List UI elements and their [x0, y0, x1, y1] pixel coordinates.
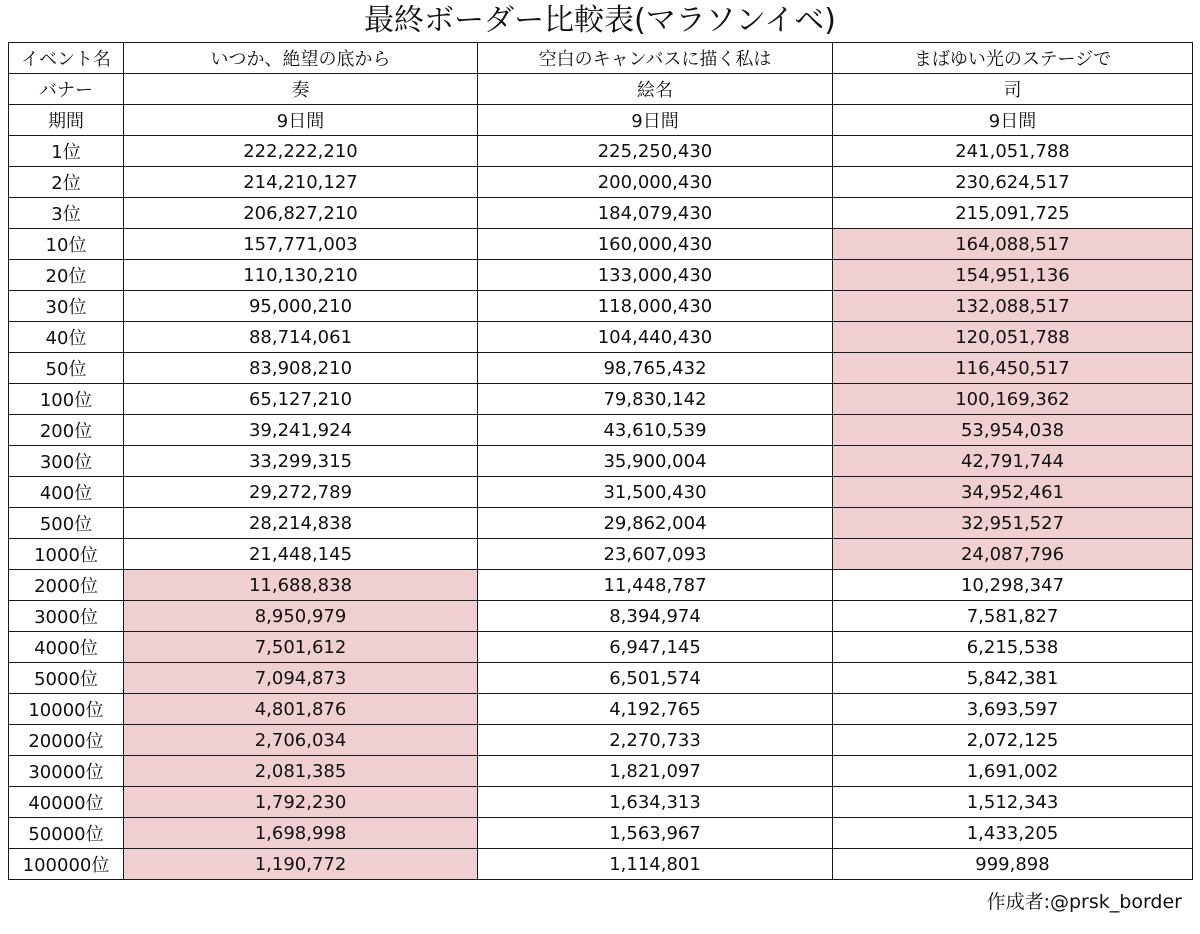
rank-label: 1000位: [9, 539, 124, 570]
table-row: [9, 198, 1193, 229]
rank-label: 20位: [9, 260, 124, 291]
value-cell: 118,000,430: [478, 291, 833, 322]
table-row: [9, 136, 1193, 167]
table-row: [9, 167, 1193, 198]
value-cell: 4,192,765: [478, 694, 833, 725]
table-row: [9, 725, 1193, 756]
header-cell: 空白のキャンバスに描く私は: [478, 43, 833, 74]
value-cell: 35,900,004: [478, 446, 833, 477]
value-cell: 10,298,347: [833, 570, 1193, 601]
value-cell: 7,094,873: [124, 663, 478, 694]
value-cell: 164,088,517: [833, 229, 1193, 260]
table-body: [9, 43, 1193, 880]
rank-label: 100位: [9, 384, 124, 415]
header-cell: いつか、絶望の底から: [124, 43, 478, 74]
value-cell: 6,501,574: [478, 663, 833, 694]
value-cell: 1,698,998: [124, 818, 478, 849]
value-cell: 23,607,093: [478, 539, 833, 570]
value-cell: 34,952,461: [833, 477, 1193, 508]
row-header-label: バナー: [9, 74, 124, 105]
value-cell: 8,950,979: [124, 601, 478, 632]
value-cell: 65,127,210: [124, 384, 478, 415]
value-cell: 157,771,003: [124, 229, 478, 260]
value-cell: 7,501,612: [124, 632, 478, 663]
value-cell: 21,448,145: [124, 539, 478, 570]
table-row: [9, 446, 1193, 477]
value-cell: 1,691,002: [833, 756, 1193, 787]
header-cell: まばゆい光のステージで: [833, 43, 1193, 74]
table-row: [9, 415, 1193, 446]
value-cell: 1,190,772: [124, 849, 478, 880]
value-cell: 1,563,967: [478, 818, 833, 849]
rank-label: 200位: [9, 415, 124, 446]
value-cell: 184,079,430: [478, 198, 833, 229]
value-cell: 110,130,210: [124, 260, 478, 291]
table-row: [9, 849, 1193, 880]
value-cell: 53,954,038: [833, 415, 1193, 446]
rank-label: 100000位: [9, 849, 124, 880]
value-cell: 1,821,097: [478, 756, 833, 787]
value-cell: 133,000,430: [478, 260, 833, 291]
header-cell: 9日間: [478, 105, 833, 136]
rank-label: 30000位: [9, 756, 124, 787]
rank-label: 40000位: [9, 787, 124, 818]
rank-label: 10000位: [9, 694, 124, 725]
value-cell: 215,091,725: [833, 198, 1193, 229]
rank-label: 3000位: [9, 601, 124, 632]
value-cell: 11,448,787: [478, 570, 833, 601]
row-header-label: 期間: [9, 105, 124, 136]
border-comparison-table: [8, 42, 1193, 880]
value-cell: 2,270,733: [478, 725, 833, 756]
rank-label: 300位: [9, 446, 124, 477]
header-row: [9, 105, 1193, 136]
value-cell: 43,610,539: [478, 415, 833, 446]
rank-label: 500位: [9, 508, 124, 539]
rank-label: 2位: [9, 167, 124, 198]
table-row: [9, 260, 1193, 291]
value-cell: 1,512,343: [833, 787, 1193, 818]
value-cell: 116,450,517: [833, 353, 1193, 384]
value-cell: 214,210,127: [124, 167, 478, 198]
rank-label: 50位: [9, 353, 124, 384]
value-cell: 8,394,974: [478, 601, 833, 632]
value-cell: 24,087,796: [833, 539, 1193, 570]
value-cell: 120,051,788: [833, 322, 1193, 353]
value-cell: 88,714,061: [124, 322, 478, 353]
value-cell: 160,000,430: [478, 229, 833, 260]
value-cell: 29,272,789: [124, 477, 478, 508]
value-cell: 32,951,527: [833, 508, 1193, 539]
header-cell: 9日間: [833, 105, 1193, 136]
rank-label: 3位: [9, 198, 124, 229]
table-row: [9, 353, 1193, 384]
header-row: [9, 74, 1193, 105]
value-cell: 5,842,381: [833, 663, 1193, 694]
header-row: [9, 43, 1193, 74]
table-row: [9, 787, 1193, 818]
table-row: [9, 508, 1193, 539]
rank-label: 10位: [9, 229, 124, 260]
row-header-label: イベント名: [9, 43, 124, 74]
value-cell: 230,624,517: [833, 167, 1193, 198]
value-cell: 95,000,210: [124, 291, 478, 322]
table-row: [9, 384, 1193, 415]
table-row: [9, 632, 1193, 663]
value-cell: 1,433,205: [833, 818, 1193, 849]
value-cell: 6,947,145: [478, 632, 833, 663]
value-cell: 2,081,385: [124, 756, 478, 787]
value-cell: 2,706,034: [124, 725, 478, 756]
value-cell: 132,088,517: [833, 291, 1193, 322]
header-cell: 奏: [124, 74, 478, 105]
header-cell: 絵名: [478, 74, 833, 105]
table-row: [9, 539, 1193, 570]
rank-label: 20000位: [9, 725, 124, 756]
header-cell: 司: [833, 74, 1193, 105]
value-cell: 3,693,597: [833, 694, 1193, 725]
value-cell: 2,072,125: [833, 725, 1193, 756]
header-cell: 9日間: [124, 105, 478, 136]
value-cell: 1,634,313: [478, 787, 833, 818]
table-row: [9, 291, 1193, 322]
value-cell: 79,830,142: [478, 384, 833, 415]
table-row: [9, 477, 1193, 508]
rank-label: 5000位: [9, 663, 124, 694]
page-title: 最終ボーダー比較表(マラソンイベ): [364, 3, 836, 38]
value-cell: 154,951,136: [833, 260, 1193, 291]
value-cell: 6,215,538: [833, 632, 1193, 663]
value-cell: 31,500,430: [478, 477, 833, 508]
value-cell: 11,688,838: [124, 570, 478, 601]
value-cell: 222,222,210: [124, 136, 478, 167]
table-row: [9, 229, 1193, 260]
rank-label: 4000位: [9, 632, 124, 663]
value-cell: 1,114,801: [478, 849, 833, 880]
value-cell: 241,051,788: [833, 136, 1193, 167]
value-cell: 104,440,430: [478, 322, 833, 353]
value-cell: 39,241,924: [124, 415, 478, 446]
table-row: [9, 570, 1193, 601]
rank-label: 50000位: [9, 818, 124, 849]
table-row: [9, 818, 1193, 849]
table-row: [9, 756, 1193, 787]
table-row: [9, 694, 1193, 725]
value-cell: 29,862,004: [478, 508, 833, 539]
table-row: [9, 322, 1193, 353]
value-cell: 33,299,315: [124, 446, 478, 477]
value-cell: 28,214,838: [124, 508, 478, 539]
author-credit: 作成者:@prsk_border: [986, 891, 1182, 913]
value-cell: 1,792,230: [124, 787, 478, 818]
value-cell: 42,791,744: [833, 446, 1193, 477]
value-cell: 999,898: [833, 849, 1193, 880]
rank-label: 2000位: [9, 570, 124, 601]
value-cell: 200,000,430: [478, 167, 833, 198]
value-cell: 7,581,827: [833, 601, 1193, 632]
value-cell: 206,827,210: [124, 198, 478, 229]
table-row: [9, 601, 1193, 632]
rank-label: 1位: [9, 136, 124, 167]
rank-label: 40位: [9, 322, 124, 353]
value-cell: 83,908,210: [124, 353, 478, 384]
value-cell: 98,765,432: [478, 353, 833, 384]
value-cell: 4,801,876: [124, 694, 478, 725]
value-cell: 100,169,362: [833, 384, 1193, 415]
table-row: [9, 663, 1193, 694]
rank-label: 400位: [9, 477, 124, 508]
rank-label: 30位: [9, 291, 124, 322]
value-cell: 225,250,430: [478, 136, 833, 167]
